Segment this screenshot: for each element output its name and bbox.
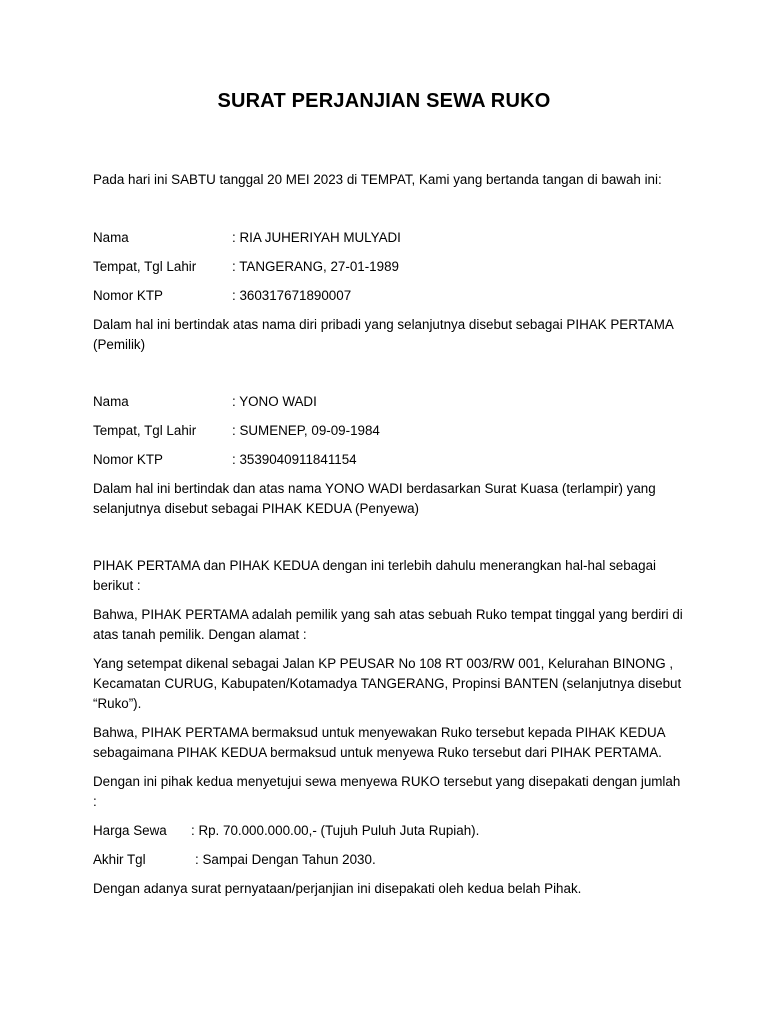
party1-name-label: Nama <box>93 230 129 245</box>
party2-ktp-row <box>93 450 683 470</box>
agreement-paragraph: Dengan ini pihak kedua menyetujui sewa menyewa RUKO tersebut yang disepakati dengan jumlah : <box>93 774 681 809</box>
spacer <box>93 364 683 392</box>
party1-name-value: : RIA JUHERIYAH MULYADI <box>232 230 401 245</box>
party2-ktp-value: : 3539040911841154 <box>232 452 357 467</box>
party1-ktp-value: : 360317671890007 <box>232 288 352 303</box>
party1-birth-label: Tempat, Tgl Lahir <box>93 259 197 274</box>
party1-ktp-row <box>93 286 683 306</box>
end-date-row <box>93 850 683 870</box>
party1-birth-row <box>93 257 683 277</box>
party2-ktp-label: Nomor KTP <box>93 452 163 467</box>
address-paragraph: Yang setempat dikenal sebagai Jalan KP PEUSAR No 108 RT 003/RW 001, Kelurahan BINONG , Kecamatan CURUG, Kabupaten/Kotamadya TANGERANG, Propinsi BANTEN (selanjutnya disebut “Ruko”). <box>93 656 682 711</box>
party1-name-row <box>93 228 683 248</box>
end-date-value: : Sampai Dengan Tahun 2030. <box>195 852 376 867</box>
party2-name-label: Nama <box>93 394 129 409</box>
price-label: Harga Sewa <box>93 823 167 838</box>
closing-paragraph: Dengan adanya surat pernyataan/perjanjian ini disepakati oleh kedua belah Pihak. <box>93 881 582 896</box>
price-row <box>93 821 683 841</box>
party2-birth-value: : SUMENEP, 09-09-1984 <box>232 423 380 438</box>
party1-birth-value: : TANGERANG, 27-01-1989 <box>232 259 399 274</box>
intro-paragraph: Pada hari ini SABTU tanggal 20 MEI 2023 di TEMPAT, Kami yang bertanda tangan di bawah ini: <box>93 172 662 187</box>
party1-ktp-label: Nomor KTP <box>93 288 163 303</box>
party2-birth-label: Tempat, Tgl Lahir <box>93 423 197 438</box>
party2-statement: Dalam hal ini bertindak dan atas nama YONO WADI berdasarkan Surat Kuasa (terlampir) yang selanjutnya disebut sebagai PIHAK KEDUA (Penyewa) <box>93 481 656 516</box>
document-body <box>93 170 683 908</box>
party2-name-row <box>93 392 683 412</box>
end-date-label: Akhir Tgl <box>93 852 146 867</box>
price-value: : Rp. 70.000.000.00,- (Tujuh Puluh Juta Rupiah). <box>191 823 480 838</box>
ownership-paragraph: Bahwa, PIHAK PERTAMA adalah pemilik yang sah atas sebuah Ruko tempat tinggal yang berdiri di atas tanah pemilik. Dengan alamat : <box>93 607 683 642</box>
intent-paragraph: Bahwa, PIHAK PERTAMA bermaksud untuk menyewakan Ruko tersebut kepada PIHAK KEDUA sebagaimana PIHAK KEDUA bermaksud untuk menyewa Ruko tersebut dari PIHAK PERTAMA. <box>93 725 665 760</box>
spacer <box>93 199 683 228</box>
party1-statement: Dalam hal ini bertindak atas nama diri pribadi yang selanjutnya disebut sebagai PIHAK PERTAMA (Pemilik) <box>93 317 674 352</box>
party2-name-value: : YONO WADI <box>232 394 317 409</box>
party2-birth-row <box>93 421 683 441</box>
document-title: SURAT PERJANJIAN SEWA RUKO <box>217 90 551 112</box>
recital-paragraph: PIHAK PERTAMA dan PIHAK KEDUA dengan ini terlebih dahulu menerangkan hal-hal sebagai berikut : <box>93 558 656 593</box>
spacer <box>93 528 683 556</box>
